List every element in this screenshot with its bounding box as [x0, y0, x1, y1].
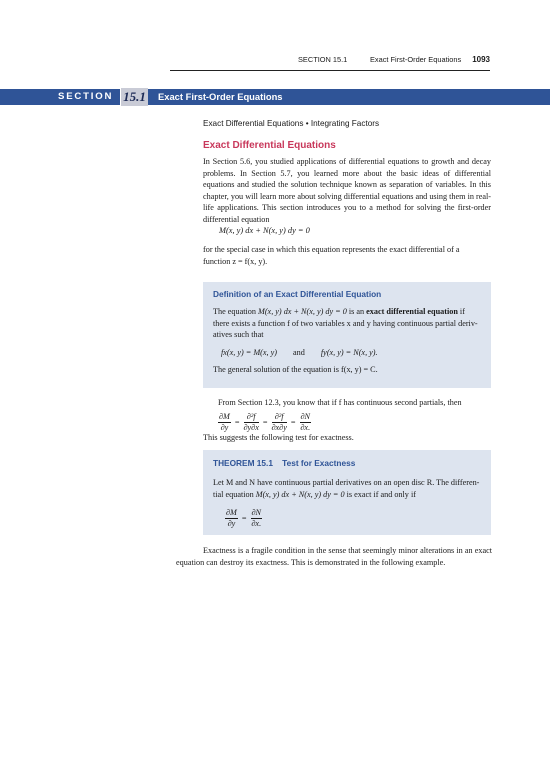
definition-body	[213, 306, 483, 341]
definition-solution: The general solution of the equation is f(x, y) = C.	[213, 365, 378, 374]
theorem-box	[203, 450, 491, 535]
fraction: $\frac{\partial M}{\partial y}$	[219, 412, 230, 432]
section-bar	[0, 89, 550, 105]
suggests-text: This suggests the following test for exactness.	[203, 433, 354, 442]
section-topics: Exact Differential Equations • Integrating Factors	[203, 119, 380, 128]
definition-box	[203, 282, 491, 388]
section-label: SECTION	[58, 91, 114, 102]
theorem-equation: M(x, y) dx + N(x, y) dy = 0	[255, 489, 345, 499]
exactness-condition: $\frac{\partial M}{\partial y}$ = $\frac{\partial N}{\partial x.}$	[226, 508, 262, 528]
section-number: 15.1	[120, 88, 148, 106]
running-header-title: Exact First-Order Equations	[370, 55, 462, 64]
definition-text: is an	[346, 307, 367, 316]
condition-and: and	[293, 348, 305, 357]
fraction: $\frac{\partial N}{\partial x.}$	[251, 508, 262, 528]
condition-fy: fy(x, y) = N(x, y).	[320, 348, 378, 357]
special-case-line1: for the special case in which this equation represents the exact differential of a	[203, 245, 460, 254]
definition-title: Definition of an Exact Differential Equation	[213, 289, 382, 299]
partials-chain: $\frac{\partial M}{\partial y}$ = $\frac{\text{∂²f}}{\partial y\partial x}$ = $\frac{\text{∂²f}}{\partial x\partial y}$ = $\frac{\partial N}{\partial x.}$	[219, 412, 311, 432]
definition-term: exact differential equation	[366, 307, 458, 316]
definition-conditions	[221, 347, 378, 359]
section-title: Exact First-Order Equations	[158, 91, 283, 102]
fraction: $\frac{\partial M}{\partial y}$	[226, 508, 237, 528]
running-header-section: SECTION 15.1	[298, 55, 348, 64]
fraction: $\frac{\text{∂²f}}{\partial y\partial x}$	[243, 412, 259, 432]
theorem-title: THEOREM 15.1 Test for Exactness	[213, 458, 356, 468]
special-case-line2: function z = f(x, y).	[203, 256, 268, 266]
theorem-text: is exact if and only if	[344, 489, 416, 499]
fraction: $\frac{\partial N}{\partial x.}$	[300, 412, 311, 432]
definition-text: The equation	[213, 307, 259, 316]
definition-text: there exists a function f of two variables x and y having continuous partial deriv-	[213, 318, 478, 328]
section-12-3-text: From Section 12.3, you know that if f has continuous second partials, then	[218, 398, 462, 407]
theorem-body	[213, 477, 483, 500]
condition-fx: fx(x, y) = M(x, y)	[221, 348, 277, 357]
special-case-paragraph	[203, 244, 491, 267]
fraction: $\frac{\text{∂²f}}{\partial x\partial y}$	[271, 412, 287, 432]
equation-1: M(x, y) dx + N(x, y) dy = 0	[219, 226, 310, 235]
closing-paragraph: Exactness is a fragile condition in the sense that seemingly minor alterations in an exact equation can destroy its exactness. This is demonstrated in the following example.	[176, 546, 492, 567]
theorem-text: Let M and N have continuous partial derivatives on an open disc R. The differen-	[213, 478, 480, 487]
header-rule	[170, 70, 490, 71]
intro-paragraph: In Section 5.6, you studied applications of differential equations to growth and decay problems. In Section 5.7, you learned more about the basic ideas of differential equations and studied the solution technique known as separation of variables. In this chapter, you will learn more about solving differential equations and using them in real-life applications. This section introduces you to a method for solving the first-order differential equation	[203, 157, 491, 224]
page-number: 1093	[472, 55, 490, 64]
definition-text: atives such that	[213, 330, 264, 340]
definition-text: if	[457, 307, 465, 316]
subheading: Exact Differential Equations	[203, 140, 336, 151]
running-header	[0, 55, 490, 69]
theorem-text: tial equation	[213, 489, 256, 499]
definition-equation: M(x, y) dx + N(x, y) dy = 0	[258, 307, 347, 316]
